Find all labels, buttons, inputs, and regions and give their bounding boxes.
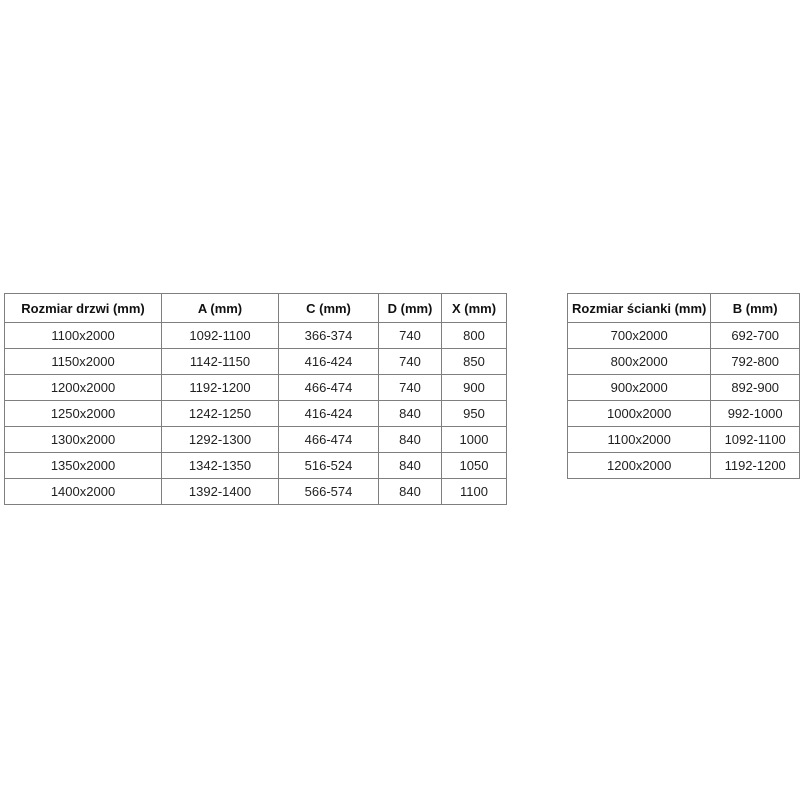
table-row	[568, 323, 800, 349]
table-cell: 800	[442, 323, 507, 349]
header-row	[5, 294, 507, 323]
table-row	[568, 349, 800, 375]
table-row	[5, 479, 507, 505]
table-cell: 992-1000	[711, 401, 800, 427]
table-cell: 1050	[442, 453, 507, 479]
table-cell: 1200x2000	[568, 453, 711, 479]
table-cell: 850	[442, 349, 507, 375]
table-row	[5, 453, 507, 479]
table-row	[568, 453, 800, 479]
table-cell: 416-424	[279, 401, 379, 427]
table-cell: 1100x2000	[568, 427, 711, 453]
column-header: B (mm)	[711, 294, 800, 323]
table-cell: 800x2000	[568, 349, 711, 375]
table-cell: 1342-1350	[162, 453, 279, 479]
table-cell: 1092-1100	[711, 427, 800, 453]
table-cell: 1000	[442, 427, 507, 453]
table-cell: 416-424	[279, 349, 379, 375]
table-row	[568, 427, 800, 453]
table-cell: 1292-1300	[162, 427, 279, 453]
table-cell: 1192-1200	[711, 453, 800, 479]
table-cell: 840	[379, 401, 442, 427]
table-row	[5, 323, 507, 349]
table-cell: 1242-1250	[162, 401, 279, 427]
table-cell: 840	[379, 427, 442, 453]
table-cell: 1150x2000	[5, 349, 162, 375]
table-cell: 1350x2000	[5, 453, 162, 479]
table-cell: 466-474	[279, 427, 379, 453]
table-cell: 1142-1150	[162, 349, 279, 375]
table-cell: 840	[379, 453, 442, 479]
table-cell: 1100	[442, 479, 507, 505]
table-cell: 516-524	[279, 453, 379, 479]
column-header: D (mm)	[379, 294, 442, 323]
table-cell: 1092-1100	[162, 323, 279, 349]
wall-size-table	[567, 293, 800, 479]
table-cell: 466-474	[279, 375, 379, 401]
table-row	[5, 401, 507, 427]
table-cell: 1200x2000	[5, 375, 162, 401]
table-cell: 740	[379, 323, 442, 349]
table-cell: 892-900	[711, 375, 800, 401]
table-row	[5, 427, 507, 453]
column-header: Rozmiar drzwi (mm)	[5, 294, 162, 323]
column-header: C (mm)	[279, 294, 379, 323]
table-cell: 1000x2000	[568, 401, 711, 427]
table-row	[5, 349, 507, 375]
table-row	[568, 401, 800, 427]
table-cell: 1100x2000	[5, 323, 162, 349]
column-header: Rozmiar ścianki (mm)	[568, 294, 711, 323]
table-cell: 692-700	[711, 323, 800, 349]
table-cell: 840	[379, 479, 442, 505]
table-cell: 1300x2000	[5, 427, 162, 453]
table-cell: 566-574	[279, 479, 379, 505]
table-cell: 1192-1200	[162, 375, 279, 401]
column-header: A (mm)	[162, 294, 279, 323]
table-row	[568, 375, 800, 401]
table-cell: 366-374	[279, 323, 379, 349]
table-cell: 950	[442, 401, 507, 427]
table-cell: 740	[379, 349, 442, 375]
column-header: X (mm)	[442, 294, 507, 323]
table-cell: 1392-1400	[162, 479, 279, 505]
table-cell: 792-800	[711, 349, 800, 375]
table-cell: 900	[442, 375, 507, 401]
table-cell: 740	[379, 375, 442, 401]
door-size-table	[4, 293, 507, 505]
table-row	[5, 375, 507, 401]
table-cell: 1250x2000	[5, 401, 162, 427]
header-row	[568, 294, 800, 323]
table-cell: 1400x2000	[5, 479, 162, 505]
table-cell: 900x2000	[568, 375, 711, 401]
table-cell: 700x2000	[568, 323, 711, 349]
